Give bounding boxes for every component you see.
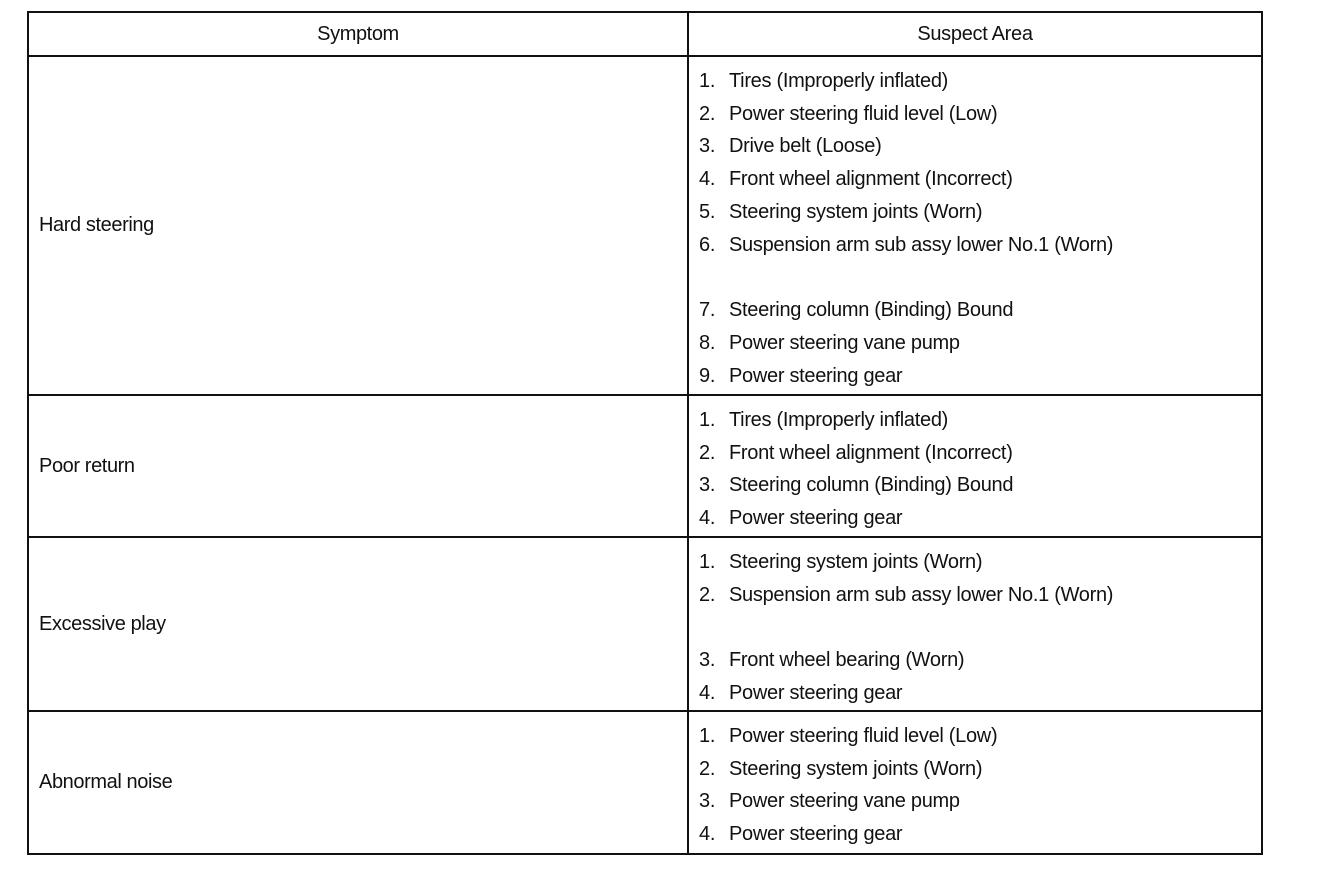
- item-number: 1.: [699, 69, 716, 92]
- symptom-cell: Hard steering: [29, 57, 689, 394]
- item-number: 6.: [699, 233, 716, 256]
- item-number: 9.: [699, 365, 716, 388]
- list-item: [699, 546, 1261, 579]
- suspect-area-list: [699, 538, 1261, 716]
- item-text: Power steering fluid level (Low): [729, 102, 998, 125]
- list-item: [699, 786, 1261, 819]
- item-number: 7.: [699, 299, 716, 322]
- suspect-area-cell: [689, 712, 1261, 853]
- item-number: 1.: [699, 550, 716, 573]
- item-text: Steering system joints (Worn): [729, 201, 983, 224]
- item-number: 1.: [699, 724, 716, 747]
- item-text: Front wheel alignment (Incorrect): [729, 441, 1013, 464]
- item-number: 2.: [699, 441, 716, 464]
- table-row: [29, 55, 1261, 394]
- list-item: [699, 818, 1261, 851]
- list-item: [699, 98, 1261, 131]
- item-text: Steering system joints (Worn): [729, 550, 983, 573]
- list-item: [699, 502, 1261, 535]
- item-number: 2.: [699, 757, 716, 780]
- list-item: [699, 644, 1261, 677]
- list-item: [699, 327, 1261, 360]
- header-suspect-area: Suspect Area: [917, 22, 1033, 45]
- item-text: Power steering gear: [729, 682, 903, 705]
- suspect-area-list: [699, 57, 1261, 399]
- item-number: 3.: [699, 790, 716, 813]
- item-number: 4.: [699, 823, 716, 846]
- header-symptom: Symptom: [29, 13, 689, 55]
- item-text: Steering system joints (Worn): [729, 757, 983, 780]
- item-text: Power steering vane pump: [729, 332, 960, 355]
- item-number: 3.: [699, 649, 716, 672]
- suspect-area-cell: [689, 396, 1261, 536]
- suspect-area-cell: [689, 538, 1261, 710]
- table-row: [29, 394, 1261, 536]
- item-text: Power steering vane pump: [729, 790, 960, 813]
- list-item: [699, 196, 1261, 229]
- symptom-cell: Abnormal noise: [29, 712, 689, 853]
- item-text: Tires (Improperly inflated): [729, 69, 948, 92]
- list-item: [699, 131, 1261, 164]
- list-item: [699, 295, 1261, 328]
- list-item: [699, 65, 1261, 98]
- item-number: 1.: [699, 408, 716, 431]
- list-item: [699, 229, 1261, 262]
- list-item: [699, 404, 1261, 437]
- list-item: [699, 360, 1261, 393]
- item-text: Power steering fluid level (Low): [729, 724, 998, 747]
- item-number: 3.: [699, 474, 716, 497]
- troubleshooting-table: [27, 11, 1263, 855]
- table-row: [29, 710, 1261, 853]
- item-text: Power steering gear: [729, 823, 903, 846]
- item-number: 4.: [699, 168, 716, 191]
- list-item: [699, 579, 1261, 612]
- item-text: Suspension arm sub assy lower No.1 (Worn): [729, 583, 1114, 606]
- item-text: Front wheel bearing (Worn): [729, 649, 965, 672]
- item-text: Drive belt (Loose): [729, 135, 882, 158]
- symptom-cell: Poor return: [29, 396, 689, 536]
- item-text: Steering column (Binding) Bound: [729, 299, 1014, 322]
- suspect-area-list: [699, 712, 1261, 857]
- item-text: Tires (Improperly inflated): [729, 408, 948, 431]
- item-number: 4.: [699, 682, 716, 705]
- item-text: Power steering gear: [729, 507, 903, 530]
- list-item: [699, 437, 1261, 470]
- list-item: [699, 470, 1261, 503]
- item-number: 3.: [699, 135, 716, 158]
- suspect-area-cell: [689, 57, 1261, 394]
- item-number: 2.: [699, 583, 716, 606]
- item-number: 4.: [699, 507, 716, 530]
- symptom-cell: Excessive play: [29, 538, 689, 710]
- list-item: [699, 753, 1261, 786]
- item-text: Power steering gear: [729, 365, 903, 388]
- table-row: [29, 536, 1261, 710]
- item-text: Front wheel alignment (Incorrect): [729, 168, 1013, 191]
- item-text: Suspension arm sub assy lower No.1 (Worn): [729, 233, 1114, 256]
- list-item: [699, 677, 1261, 710]
- list-item: [699, 163, 1261, 196]
- table-header-row: [29, 13, 1261, 55]
- item-number: 5.: [699, 201, 716, 224]
- item-number: 2.: [699, 102, 716, 125]
- item-text: Steering column (Binding) Bound: [729, 474, 1014, 497]
- suspect-area-list: [699, 396, 1261, 541]
- item-number: 8.: [699, 332, 716, 355]
- list-item: [699, 720, 1261, 753]
